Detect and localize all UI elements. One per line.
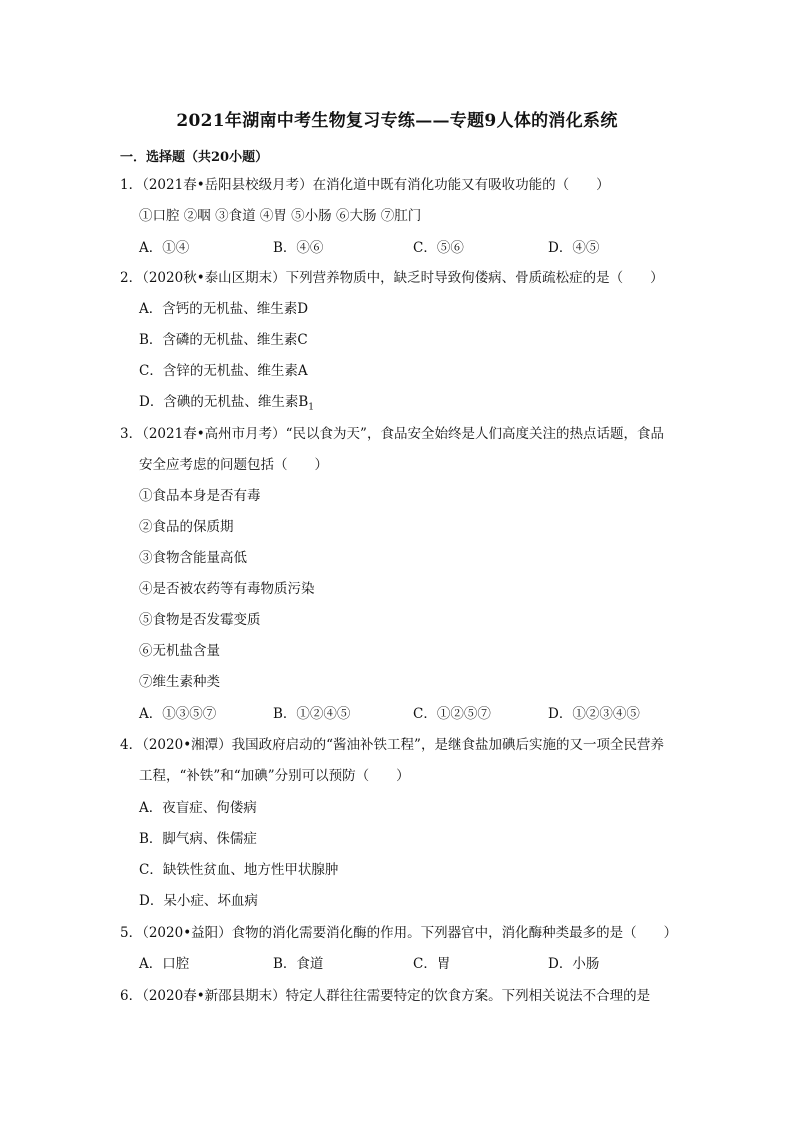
question-3-item-7: ⑦维生素种类 <box>139 674 220 690</box>
question-3-item-2: ②食品的保质期 <box>139 519 234 535</box>
question-2-option-a: A．含钙的无机盐、维生素D <box>139 301 309 317</box>
section-heading: 一．选择题（共20小题） <box>120 150 269 165</box>
question-1-option-b: B．④⑥ <box>273 240 324 256</box>
question-3-stem-line-2: 安全应考虑的问题包括（ ） <box>139 457 328 473</box>
question-2-option-d-subscript: 1 <box>308 402 314 413</box>
question-4-option-c: C．缺铁性贫血、地方性甲状腺肿 <box>139 862 339 878</box>
question-5-stem: 5．（2020•益阳）食物的消化需要消化酶的作用。下列器官中，消化酶种类最多的是（ ） <box>120 925 678 941</box>
question-5-option-c: C．胃 <box>413 956 451 972</box>
question-2-option-d-text: D．含碘的无机盐、维生素B <box>139 394 309 410</box>
question-1-option-a: A．①④ <box>139 240 190 256</box>
page-title: 2021年湖南中考生物复习专练——专题9人体的消化系统 <box>176 111 618 131</box>
question-5-option-b: B．食道 <box>273 956 324 972</box>
question-3-item-6: ⑥无机盐含量 <box>139 643 220 659</box>
question-3-option-c: C．①②⑤⑦ <box>413 706 491 722</box>
question-5-option-d: D．小肠 <box>548 956 600 972</box>
question-4-option-a: A．夜盲症、佝偻病 <box>139 800 257 816</box>
question-3-item-3: ③食物含能量高低 <box>139 550 247 566</box>
question-1-items: ①口腔 ②咽 ③食道 ④胃 ⑤小肠 ⑥大肠 ⑦肛门 <box>139 208 422 224</box>
question-3-stem-line-1: 3．（2021春•高州市月考）“民以食为天”，食品安全始终是人们高度关注的热点话题，食品 <box>120 426 664 442</box>
question-2-option-d <box>139 393 314 417</box>
question-1-option-d: D．④⑤ <box>548 240 600 256</box>
question-1-stem: 1．（2021春•岳阳县校级月考）在消化道中既有消化功能又有吸收功能的（ ） <box>120 177 610 193</box>
question-6-stem: 6．（2020春•新邵县期末）特定人群往往需要特定的饮食方案。下列相关说法不合理的是 <box>120 988 651 1004</box>
question-2-option-b: B．含磷的无机盐、维生素C <box>139 332 308 348</box>
question-4-stem-line-1: 4．（2020•湘潭）我国政府启动的“酱油补铁工程”，是继食盐加碘后实施的又一项全民营养 <box>120 737 664 753</box>
question-3-item-5: ⑤食物是否发霉变质 <box>139 612 261 628</box>
question-3-option-a: A．①③⑤⑦ <box>139 706 217 722</box>
question-3-item-1: ①食品本身是否有毒 <box>139 488 261 504</box>
question-2-option-c: C．含锌的无机盐、维生素A <box>139 363 308 379</box>
question-1-option-c: C．⑤⑥ <box>413 240 464 256</box>
question-4-stem-line-2: 工程，“补铁”和“加碘”分别可以预防（ ） <box>139 768 410 784</box>
question-5-option-a: A．口腔 <box>139 956 190 972</box>
question-3-item-4: ④是否被农药等有毒物质污染 <box>139 581 315 597</box>
question-4-option-d: D．呆小症、坏血病 <box>139 893 258 909</box>
question-3-option-d: D．①②③④⑤ <box>548 706 640 722</box>
question-4-option-b: B．脚气病、侏儒症 <box>139 831 257 847</box>
question-2-stem: 2．（2020秋•泰山区期末）下列营养物质中，缺乏时导致佝偻病、骨质疏松症的是（ ） <box>120 270 664 286</box>
question-3-option-b: B．①②④⑤ <box>273 706 351 722</box>
